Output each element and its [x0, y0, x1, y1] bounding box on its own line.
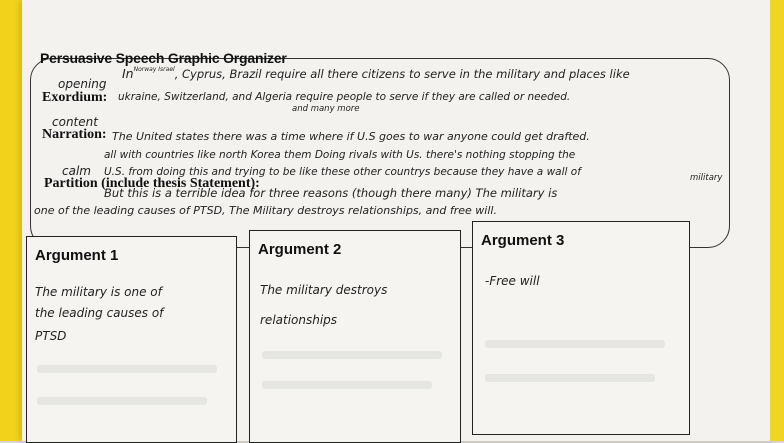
argument-3-box: [472, 221, 690, 435]
faint-bleedthrough: [262, 381, 432, 389]
argument-1-title: Argument 1: [35, 247, 119, 264]
narration-line-3: U.S. from doing this and trying to be like these other countrys because they have a wall of: [104, 166, 581, 178]
exordium-line-1-rest: , Cyprus, Brazil require all there citizens to serve in the military and places like: [174, 67, 630, 81]
yellow-background-right: [770, 0, 784, 441]
faint-bleedthrough: [485, 374, 655, 382]
argument-2-title: Argument 2: [258, 241, 342, 258]
exordium-line-2-sup: and many more: [292, 104, 360, 114]
partition-label: Partition (include thesis Statement):: [44, 176, 260, 191]
partition-line-2: one of the leading causes of PTSD, The Military destroys relationships, and free will.: [34, 204, 497, 217]
faint-bleedthrough: [485, 340, 665, 348]
narration-line-3-extra: military: [690, 173, 723, 183]
faint-bleedthrough: [37, 365, 217, 373]
argument-2-line-2: relationships: [260, 313, 338, 327]
argument-1-line-1: The military is one of: [35, 285, 162, 299]
exordium-line-1-start: In: [122, 66, 134, 81]
exordium-line-1: [122, 66, 630, 81]
faint-bleedthrough: [37, 397, 207, 405]
narration-line-1: The United states there was a time where if U.S goes to war anyone could get drafted.: [112, 130, 590, 143]
exordium-line-2: ukraine, Switzerland, and Algeria require people to serve if they are called or needed.: [118, 91, 571, 103]
page-title: Persuasive Speech Graphic Organizer: [40, 50, 287, 66]
argument-1-line-2: the leading causes of: [35, 306, 164, 320]
narration-line-2: all with countries like north Korea them Doing rivals with Us. there's nothing stopping the: [104, 149, 576, 161]
narration-label: Narration:: [42, 127, 107, 142]
exordium-line-1-small: Norway Israel: [133, 66, 175, 73]
narration-margin-note: content: [52, 115, 98, 129]
partition-line-1: But this is a terrible idea for three reasons (though there many) The military is: [104, 186, 558, 200]
exordium-margin-note: opening: [58, 77, 107, 91]
argument-3-title: Argument 3: [481, 232, 565, 249]
narration-margin-note-2: calm: [62, 164, 91, 178]
argument-2-box: [249, 230, 461, 443]
faint-bleedthrough: [262, 351, 442, 359]
argument-1-box: [26, 236, 237, 443]
argument-2-line-1: The military destroys: [260, 283, 388, 297]
argument-1-line-3: PTSD: [35, 329, 67, 343]
argument-3-line-1: -Free will: [485, 274, 540, 288]
exordium-label: Exordium:: [42, 90, 108, 105]
